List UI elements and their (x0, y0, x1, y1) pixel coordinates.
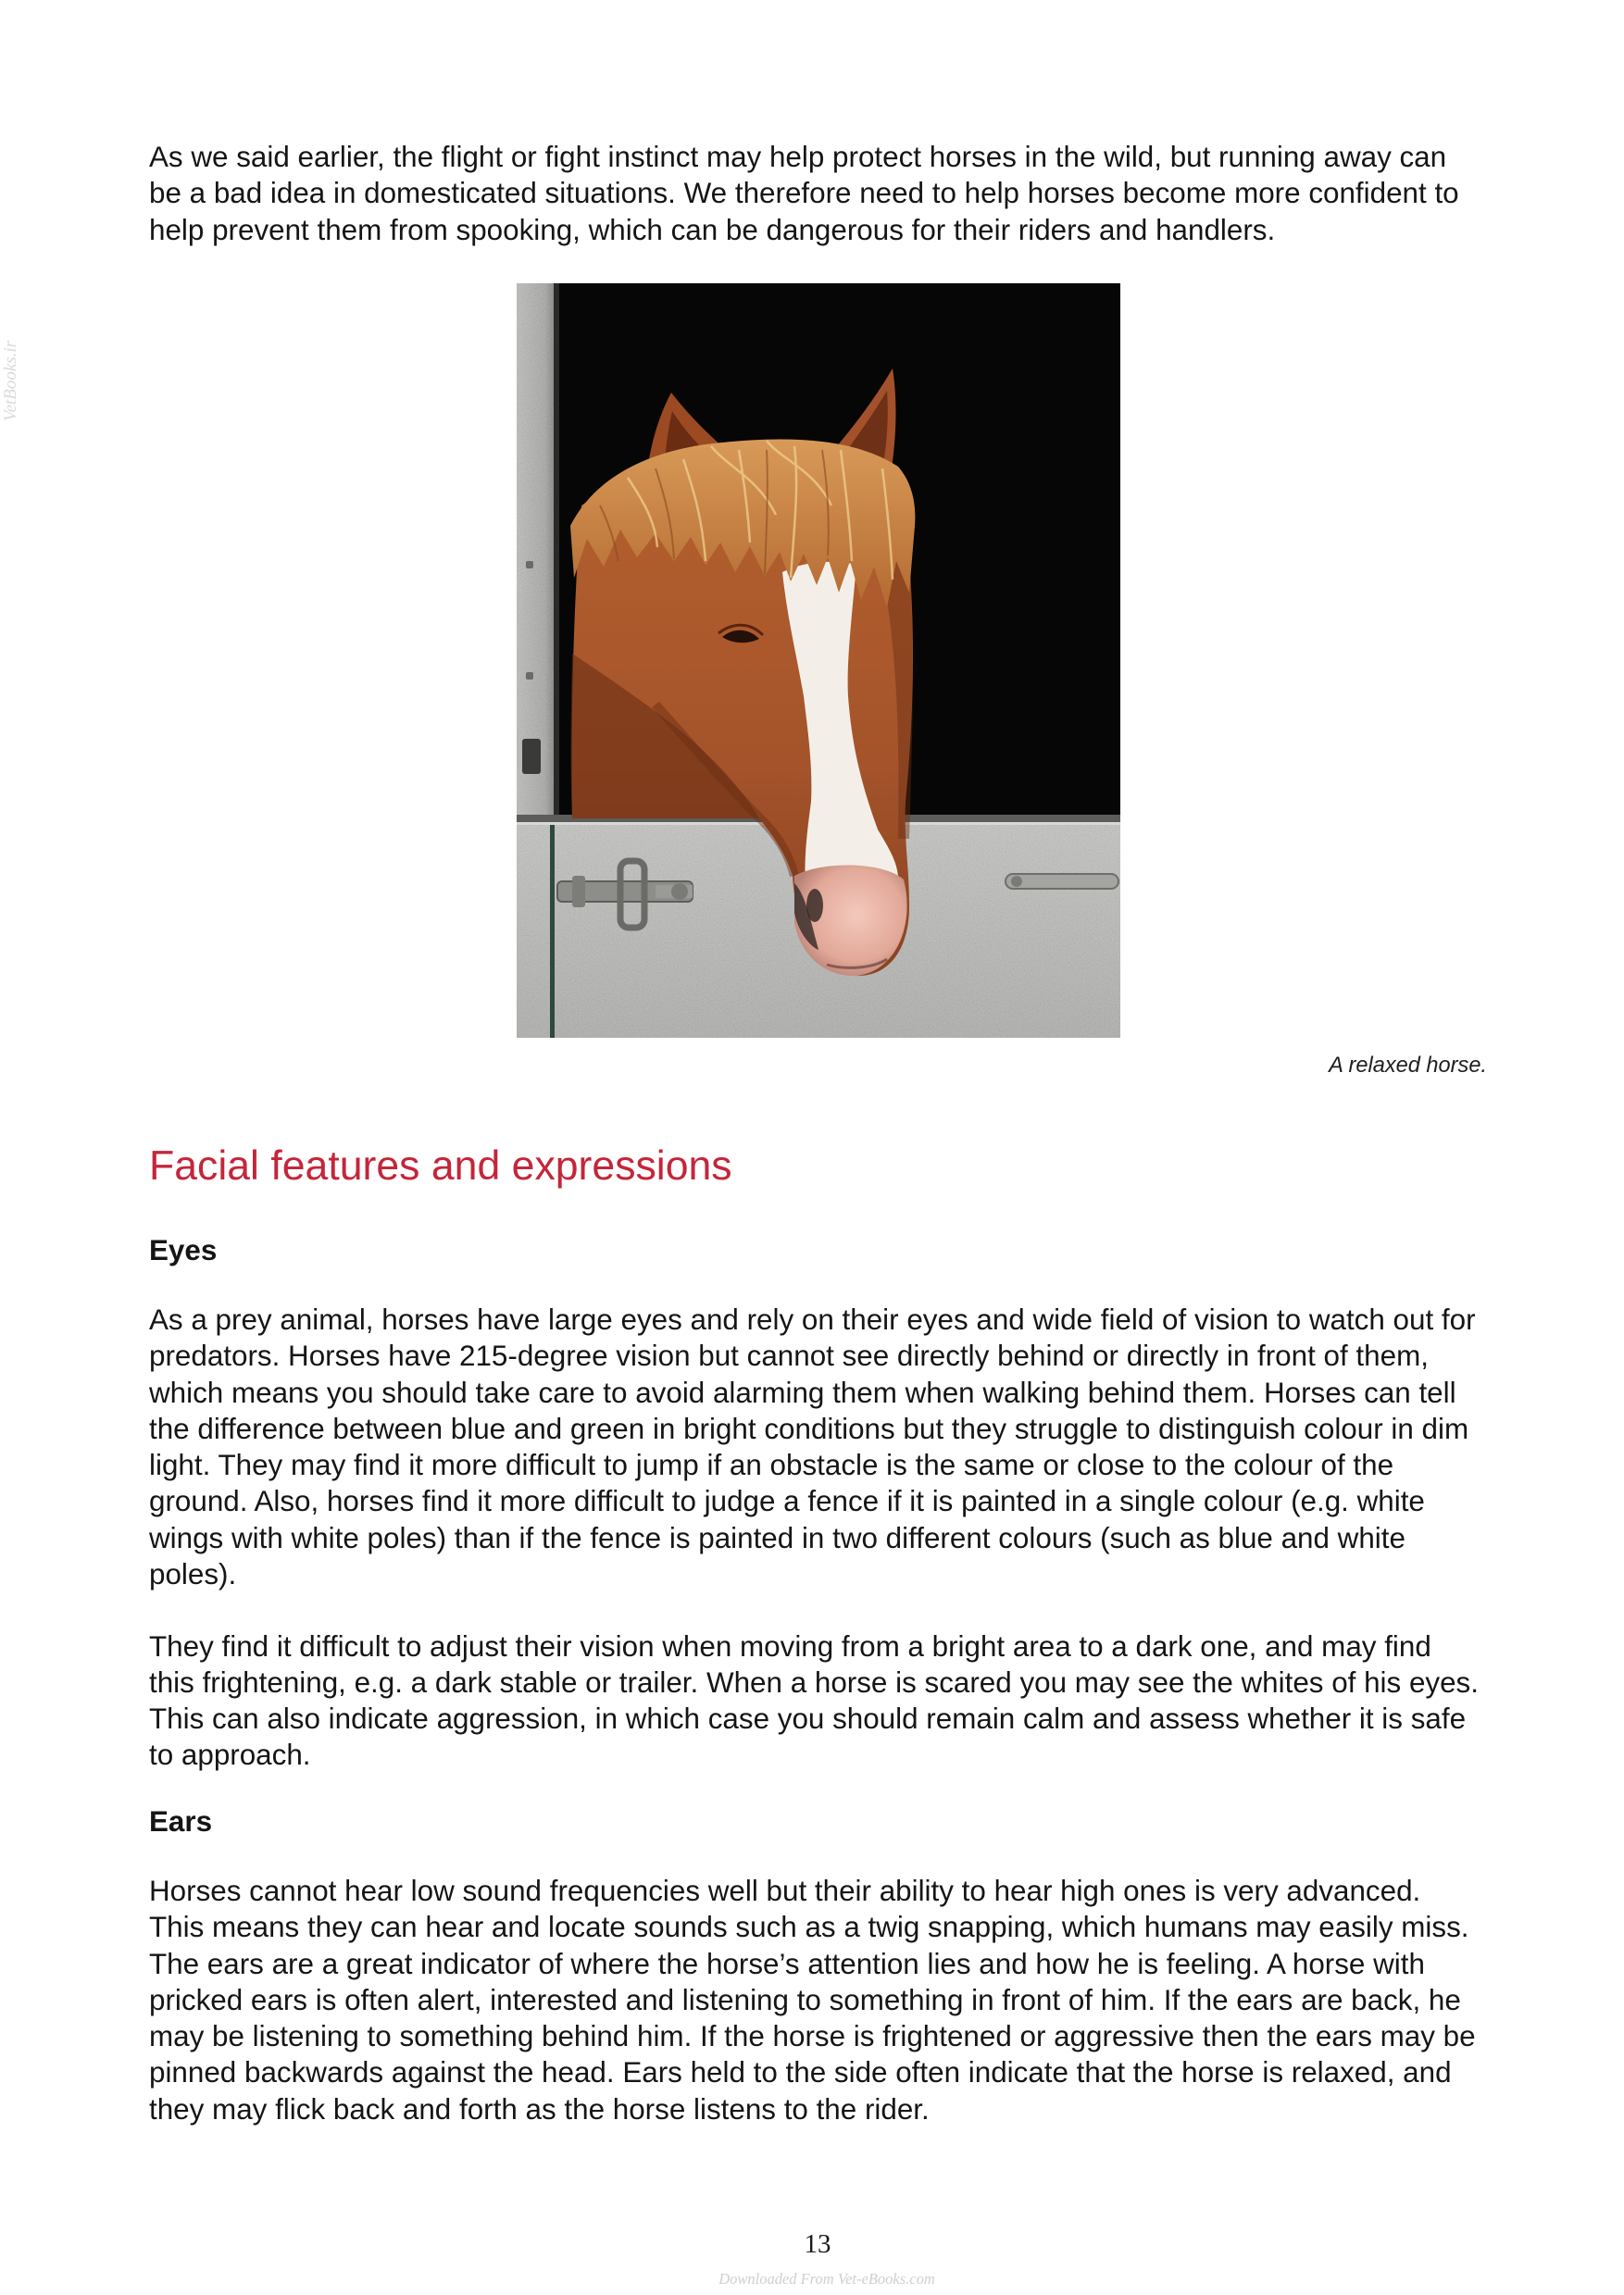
text-line: to approach. (149, 1739, 311, 1772)
text-line: ground. Also, horses find it more difficult to judge a fence if it is painted in a single colour (e.g. white (149, 1485, 1425, 1518)
text-line: poles). (149, 1558, 237, 1591)
text-line: pricked ears is often alert, interested and listening to something in front of him. If the ears are back, he (149, 1983, 1461, 2016)
text-line: the difference between blue and green in bright conditions but they struggle to distinguish colour in dim (149, 1412, 1469, 1445)
ears-subheading: Ears (149, 1805, 213, 1838)
text-line: they may flick back and forth as the horse listens to the rider. (149, 2092, 930, 2126)
eyes-paragraph-1 (149, 1302, 1476, 1592)
footer-watermark: Downloaded From Vet-eBooks.com (718, 2270, 935, 2288)
text-line: predators. Horses have 215-degree vision but cannot see directly behind or directly in front of them, (149, 1340, 1429, 1373)
text-line: This means they can hear and locate sounds such as a twig snapping, which humans may easily miss. (149, 1911, 1469, 1944)
section-heading: Facial features and expressions (149, 1143, 732, 1189)
text-line: this frightening, e.g. a dark stable or trailer. When a horse is scared you may see the whites of his eyes. (149, 1665, 1479, 1699)
text-line: As a prey animal, horses have large eyes and rely on their eyes and wide field of vision to watch out for (149, 1303, 1476, 1336)
eyes-subheading: Eyes (149, 1234, 218, 1266)
ears-paragraph (149, 1873, 1476, 2127)
text-line: wings with white poles) than if the fence is painted in two different colours (such as blue and white (149, 1521, 1405, 1554)
text-line: which means you should take care to avoid alarming them when walking behind them. Horses can tell (149, 1376, 1456, 1409)
side-watermark: VetBooks.ir (1, 340, 20, 421)
eyes-paragraph-2 (149, 1628, 1479, 1774)
text-line: The ears are a great indicator of where the horse’s attention lies and how he is feeling. A horse with (149, 1947, 1425, 1980)
text-line: As we said earlier, the flight or fight instinct may help protect horses in the wild, but running away can (149, 141, 1447, 173)
text-line: be a bad idea in domesticated situations. We therefore need to help horses become more confident to (149, 177, 1459, 210)
text-line: may be listening to something behind him. If the horse is frightened or aggressive then the ears may be (149, 2020, 1476, 2053)
text-line: This can also indicate aggression, in which case you should remain calm and assess whether it is safe (149, 1703, 1467, 1736)
text-line: Horses cannot hear low sound frequencies well but their ability to hear high ones is very advanced. (149, 1875, 1421, 1907)
intro-paragraph (149, 139, 1459, 248)
text-line: help prevent them from spooking, which can be dangerous for their riders and handlers. (149, 213, 1276, 246)
figure-caption: A relaxed horse. (1329, 1054, 1487, 1078)
text-line: They find it difficult to adjust their vision when moving from a bright area to a dark one, and may find (149, 1629, 1431, 1663)
door-bolt (1006, 874, 1118, 889)
page-number: 13 (804, 2229, 831, 2259)
text-line: pinned backwards against the head. Ears held to the side often indicate that the horse is relaxed, and (149, 2056, 1452, 2089)
text-line: light. They may find it more difficult to jump if an obstacle is the same or close to the colour of the (149, 1449, 1394, 1482)
relaxed-horse-photo (517, 283, 1120, 1038)
